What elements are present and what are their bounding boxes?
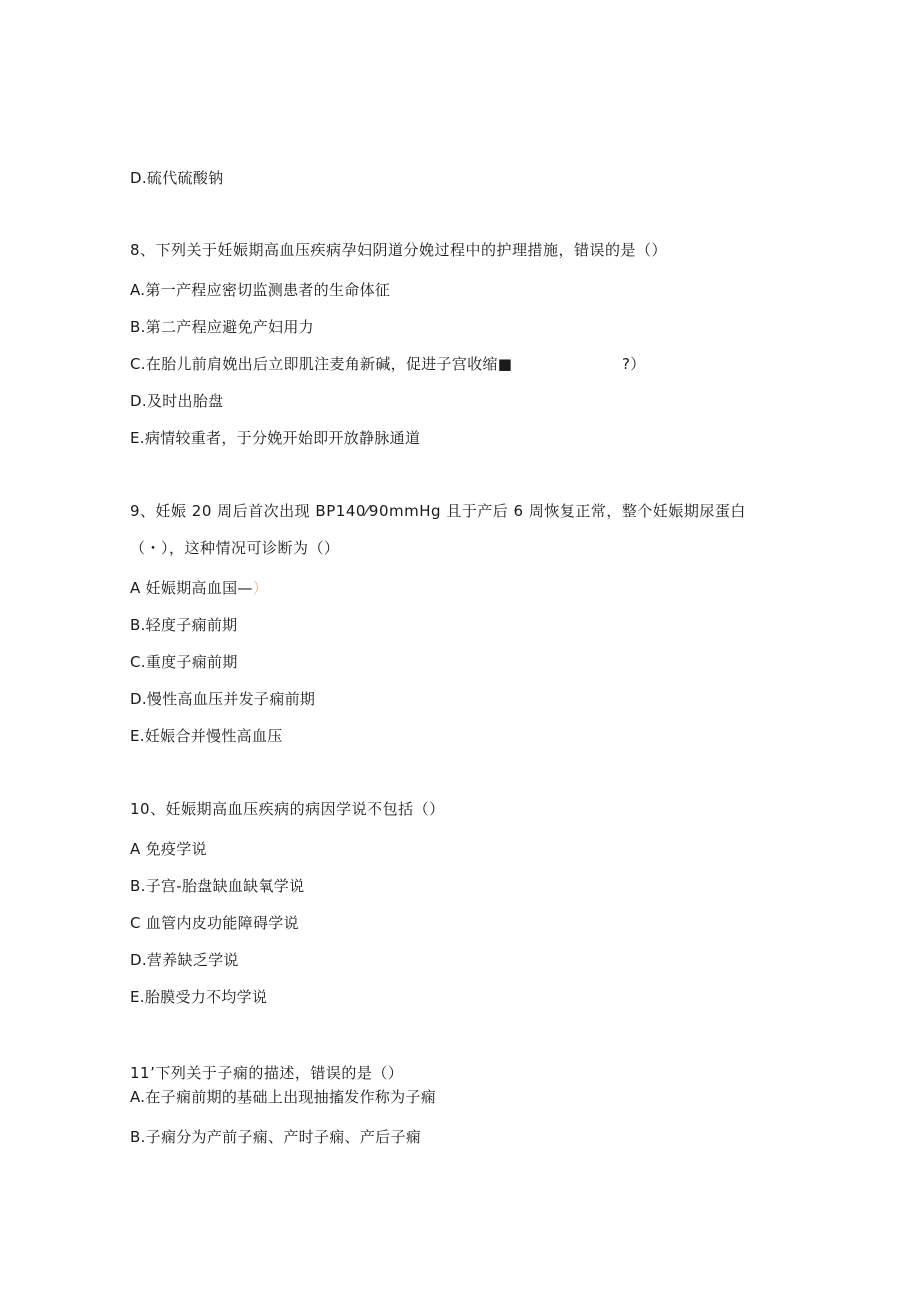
question-8-option-c: C.在胎儿前肩娩出后立即肌注麦角新碱，促进子宫收缩■	[130, 355, 513, 373]
question-8-option-a: A.第一产程应密切监测患者的生命体征	[130, 281, 391, 299]
question-11-stem: 11’下列关于子痫的描述，错误的是（）	[130, 1064, 404, 1082]
question-10-option-c: C 血管内皮功能障碍学说	[130, 914, 299, 932]
question-11-option-b: B.子痫分为产前子痫、产时子痫、产后子痫	[130, 1128, 422, 1146]
question-8-option-e: E.病情较重者，于分娩开始即开放静脉通道	[130, 429, 421, 447]
question-9-stem-line-2: （・），这种情况可诊断为（）	[130, 539, 340, 557]
question-9-option-a-text: A 妊娠期高血国—	[130, 579, 253, 597]
question-11-option-a: A.在子痫前期的基础上出现抽搐发作称为子痫	[130, 1088, 437, 1106]
question-10-stem: 10、妊娠期高血压疾病的病因学说不包括（）	[130, 800, 445, 818]
question-10-option-e: E.胎膜受力不均学说	[130, 988, 268, 1006]
question-9-option-a	[130, 578, 268, 598]
question-9-stem-line-1: 9、妊娠 20 周后首次出现 BP140⁄90mmHg 且于产后 6 周恢复正常，整个妊娠期尿蛋白	[130, 502, 746, 520]
question-9-option-c: C.重度子痫前期	[130, 653, 238, 671]
question-8-option-c-tail: ?）	[622, 355, 646, 373]
question-10-option-d: D.营养缺乏学说	[130, 951, 239, 969]
previous-option-d: D.硫代硫酸钠	[130, 169, 224, 187]
question-8-stem: 8、下列关于妊娠期高血压疾病孕妇阴道分娩过程中的护理措施，错误的是（）	[130, 241, 668, 259]
question-8-option-b: B.第二产程应避免产妇用力	[130, 318, 314, 336]
question-10-option-b: B.子宫-胎盘缺血缺氧学说	[130, 877, 305, 895]
question-9-option-d: D.慢性高血压并发子痫前期	[130, 690, 316, 708]
question-8-option-d: D.及时出胎盘	[130, 392, 224, 410]
question-10-option-a: A 免疫学说	[130, 840, 207, 858]
question-9-option-e: E.妊娠合并慢性高血压	[130, 727, 283, 745]
question-9-option-a-tail: ）	[252, 579, 269, 597]
question-9-option-b: B.轻度子痫前期	[130, 616, 238, 634]
